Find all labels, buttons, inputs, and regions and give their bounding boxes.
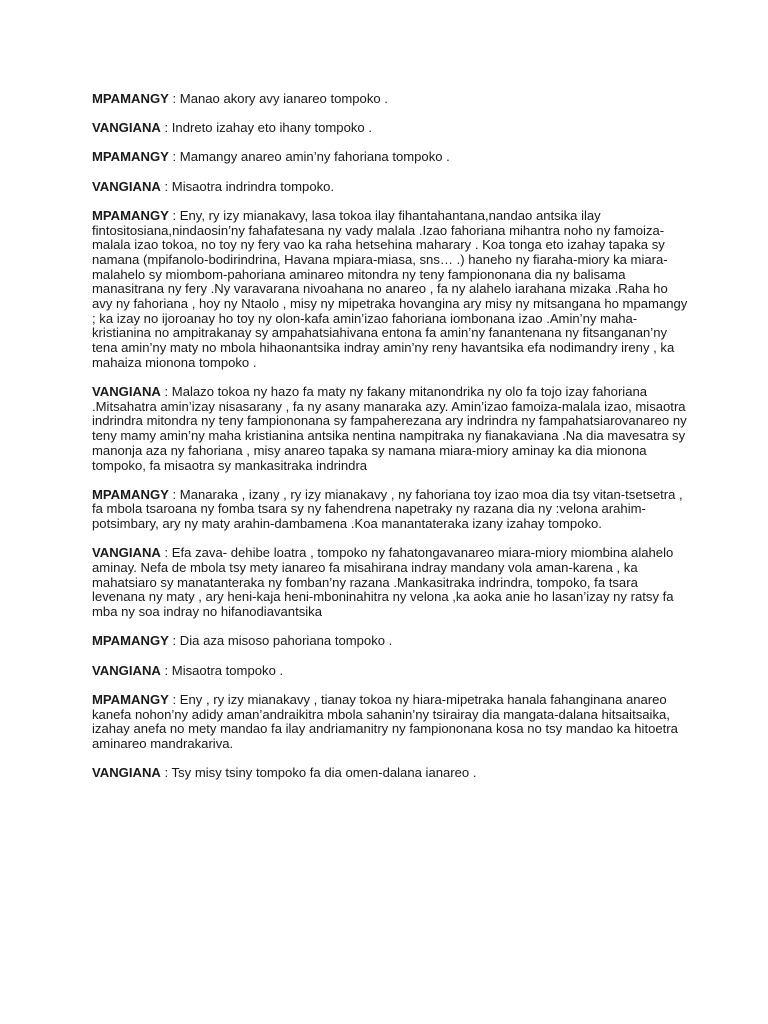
dialogue-turn bbox=[92, 766, 688, 781]
dialogue-turn bbox=[92, 150, 688, 165]
speech-text: : Eny, ry izy mianakavy, lasa tokoa ilay fihantahantana,nandao antsika ilay fintositosiana,nindaosin’ny fahafatesana ny vady malala .Izao fahoriana mihantra noho ny famoiza-malala izao tokoa, no toy ny fery vao ka raha hetsehina maharary . Koa tonga eto izahay tapaka sy namana (mpifanolo-bodirindrina, Havana mpiara-miasa, sns… .) haneho ny fiaraha-miory ka miara-malahelo sy miombom-pahoriana aminareo mitondra ny teny fampiononana dia ny balisama manasitrana ny fery .Ny varavarana nivoahana no anareo , fa ny alahelo iarahana mizaka .Raha ho avy ny fahoriana , hoy ny Ntaolo , misy ny mipetraka hovangina ary misy ny mitsangana ho mpamangy ; ka izay no ijoroanay ho toy ny olon-kafa amin’izao fahoriana iombonana izao .Amin’ny maha-kristianina no ampitrakanay sy ampahatsiahivana entona fa amin’ny fanantenana ny fitsanganan’ny tena amin’ny maty no mbola hihaonantsika indray amin’ny reny havantsika efa nodimandry ireny , ka mahaiza mionona tompoko . bbox=[92, 207, 688, 370]
dialogue-turn bbox=[92, 488, 688, 532]
dialogue-turn bbox=[92, 664, 688, 679]
dialogue-turn bbox=[92, 209, 688, 371]
dialogue-turn bbox=[92, 546, 688, 620]
speech-text: : Indreto izahay eto ihany tompoko . bbox=[160, 120, 372, 136]
speaker-name: VANGIANA bbox=[92, 384, 161, 400]
speaker-name: MPAMANGY bbox=[92, 691, 169, 707]
speaker-name: MPAMANGY bbox=[92, 91, 169, 106]
dialogue-turn bbox=[92, 634, 688, 649]
speech-text: : Manaraka , izany , ry izy mianakavy , ny fahoriana toy izao moa dia tsy vitan-tsetsetra , fa mbola tsaroana ny fomba tsara sy ny fahendrena napetraky ny razana dia ny :velona arahim-potsimbary, ary ny maty arahin-dambamena .Koa manantateraka izany izahay tompoko. bbox=[92, 486, 683, 532]
speaker-name: VANGIANA bbox=[92, 662, 161, 678]
speech-text: : Dia aza misoso pahoriana tompoko . bbox=[168, 633, 393, 649]
dialogue-turn bbox=[92, 92, 688, 107]
speaker-name: VANGIANA bbox=[92, 545, 161, 561]
speech-text: : Manao akory avy ianareo tompoko . bbox=[168, 91, 388, 106]
speaker-name: VANGIANA bbox=[92, 178, 161, 194]
speech-text: : Misaotra indrindra tompoko. bbox=[160, 178, 335, 194]
speaker-name: MPAMANGY bbox=[92, 149, 169, 165]
document-page bbox=[92, 92, 688, 795]
speech-text: : Misaotra tompoko . bbox=[160, 662, 284, 678]
dialogue-turn bbox=[92, 693, 688, 752]
speaker-name: MPAMANGY bbox=[92, 633, 169, 649]
speech-text: : Efa zava- dehibe loatra , tompoko ny fahatongavanareo miara-miory miombina alahelo aminay. Nefa de mbola tsy mety ianareo fa misahirana indray mandany vola aman-karena , ka mahatsiaro sy manatanteraka ny fomban’ny razana .Mankasitraka indrindra, tompoko, fa tsara levenana ny maty , ary heni-kaja heni-mboninahitra ny velona ,ka aoka anie ho lasan’izay ny ratsy fa mba ny soa indray no hifanodiavantsika bbox=[92, 545, 674, 620]
dialogue-turn bbox=[92, 385, 688, 473]
speech-text: : Malazo tokoa ny hazo fa maty ny fakany mitanondrika ny olo fa tojo izay fahoriana .Mitsahatra amin’izay nisasarany , fa ny asany manaraka azy. Amin’izao famoiza-malala izao, misaotra indrindra mitondra ny teny fampiononana sy fampaherezana ary indrindra ny fampahatsiarovanareo ny teny mamy amin’ny maha kristianina antsika nentina nampitraka ny fianakaviana .Na dia mavesatra sy manonja aza ny fahoriana , misy anareo tapaka sy namana miara-miory aminay ka dia mionona tompoko, fa misaotra sy mankasitraka indrindra bbox=[92, 384, 687, 473]
dialogue-turn bbox=[92, 121, 688, 136]
speaker-name: MPAMANGY bbox=[92, 207, 169, 223]
speaker-name: VANGIANA bbox=[92, 765, 161, 781]
speech-text: : Tsy misy tsiny tompoko fa dia omen-dalana ianareo . bbox=[160, 765, 477, 781]
speech-text: : Mamangy anareo amin’ny fahoriana tompoko . bbox=[168, 149, 450, 165]
speaker-name: VANGIANA bbox=[92, 120, 161, 136]
speech-text: : Eny , ry izy mianakavy , tianay tokoa ny hiara-mipetraka hanala fahanginana anareo kanefa nohon’ny adidy aman’andraikitra mbola sahanin’ny tsirairay dia mangata-dalana hitsaitsaika, izahay anefa no mety mandao fa ilay andriamanitry ny fampiononana kosa no tsy mandao ka hitoetra aminareo mandrakariva. bbox=[92, 691, 678, 751]
speaker-name: MPAMANGY bbox=[92, 486, 169, 502]
dialogue-turn bbox=[92, 180, 688, 195]
